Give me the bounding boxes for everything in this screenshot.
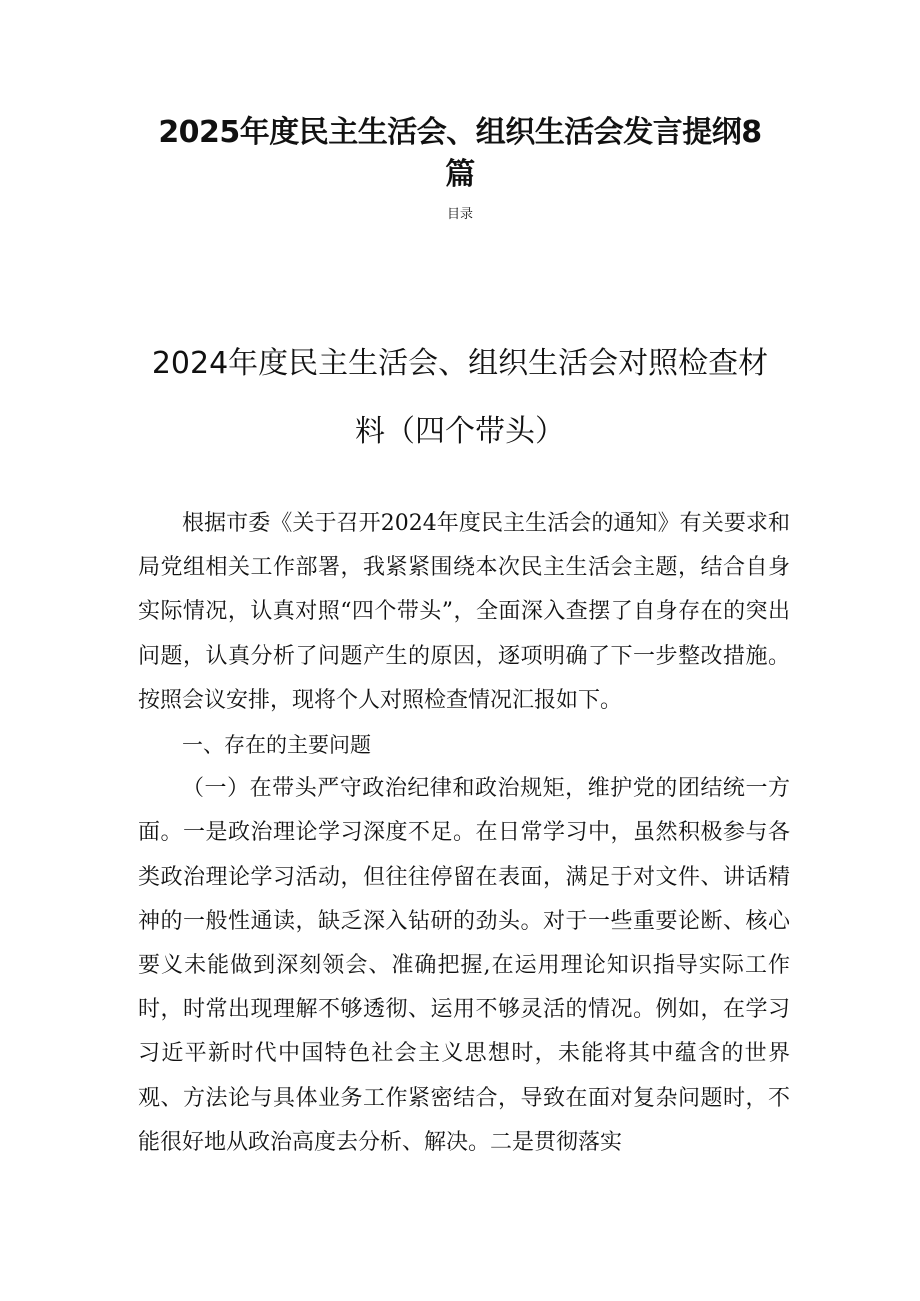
document-body	[138, 502, 790, 1165]
item-paragraph-1: （一）在带头严守政治纪律和政治规矩，维护党的团结统一方面。一是政治理论学习深度不足。在日常学习中，虽然积极参与各类政治理论学习活动，但往往停留在表面，满足于对文件、讲话精神的一般性通读，缺乏深入钻研的劲头。对于一些重要论断、核心要义未能做到深刻领会、准确把握,在运用理论知识指导实际工作时，时常出现理解不够透彻、运用不够灵活的情况。例如，在学习习近平新时代中国特色社会主义思想时，未能将其中蕴含的世界观、方法论与具体业务工作紧密结合，导致在面对复杂问题时，不能很好地从政治高度去分析、解决。二是贯彻落实	[138, 776, 790, 1155]
table-of-contents-label: 目录	[446, 207, 473, 222]
document-title: 2025年度民主生活会、组织生活会发言提纲8篇	[158, 115, 762, 192]
heading-existing-problems: 一、存在的主要问题	[182, 733, 371, 758]
section-title: 2024年度民主生活会、组织生活会对照检查材料（四个带头）	[151, 346, 769, 449]
intro-paragraph: 根据市委《关于召开2024年度民主生活会的通知》有关要求和局党组相关工作部署，我紧紧围绕本次民主生活会主题，结合自身实际情况，认真对照“四个带头”，全面深入查摆了自身存在的突出问题，认真分析了问题产生的原因，逐项明确了下一步整改措施。按照会议安排，现将个人对照检查情况汇报如下。	[138, 511, 790, 713]
